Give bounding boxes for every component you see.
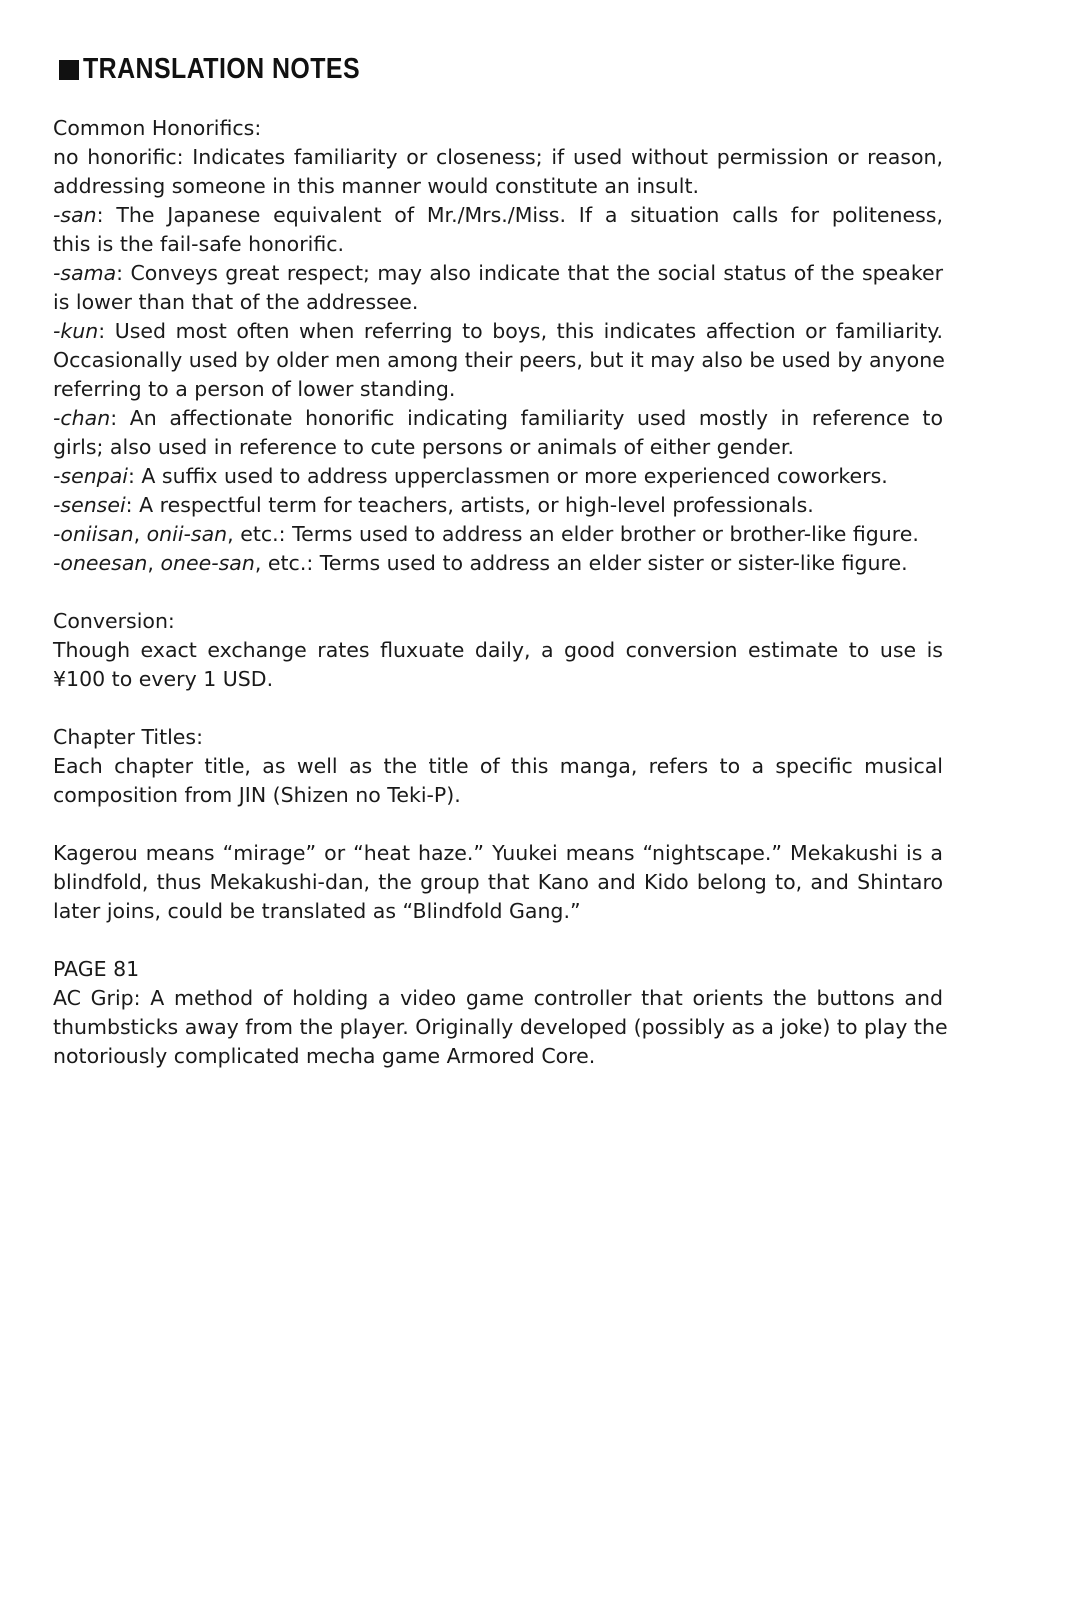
honorific-entry-san [53,201,943,259]
heading-title: TRANSLATION NOTES [83,52,361,85]
honorific-term: -san [53,203,97,227]
honorific-entry-senpai [53,462,943,491]
chapter-titles-label: Chapter Titles: [53,725,203,749]
conversion-line: Though exact exchange rates fluxuate daily, a good conversion estimate to use is [53,638,943,662]
honorific-term: onii-san [146,522,228,546]
entry-line: is lower than that of the addressee. [53,290,419,314]
chapter-titles-line: composition from JIN (Shizen no Teki-P). [53,783,461,807]
conversion-label: Conversion: [53,609,175,633]
honorific-term: -sensei [53,493,126,517]
honorific-definition: , etc.: Terms used to address an elder sister or sister-like figure. [254,551,908,575]
honorific-definition: : The Japanese equivalent of Mr./Mrs./Miss. If a situation calls for politeness, [96,203,943,227]
notes-body [53,114,948,1071]
honorific-term: -kun [53,319,99,343]
chapter-titles-line: Each chapter title, as well as the title of this manga, refers to a specific musical [53,754,943,778]
conversion-line: ¥100 to every 1 USD. [53,667,274,691]
honorific-definition: : Conveys great respect; may also indicate that the social status of the speaker [116,261,943,285]
entry-line: addressing someone in this manner would constitute an insult. [53,174,700,198]
entry-line [53,404,943,433]
honorific-term: -oniisan [53,522,134,546]
kagerou-line: later joins, could be translated as “Blindfold Gang.” [53,899,581,923]
honorific-definition: , etc.: Terms used to address an elder brother or brother-like figure. [227,522,919,546]
entry-line [53,520,943,549]
entry-line: this is the fail-safe honorific. [53,232,345,256]
honorific-term: -oneesan [53,551,148,575]
entry-line [53,462,943,491]
paragraph-gap [53,926,943,955]
entry-line [53,259,943,288]
term-separator: , [133,522,147,546]
honorific-entry-sama [53,259,943,317]
paragraph-gap [53,810,943,839]
honorific-entry-kun [53,317,943,404]
entry-line [53,549,943,578]
paragraph-gap [53,694,943,723]
honorific-definition: : Used most often when referring to boys, this indicates affection or familiarity. [98,319,943,343]
honorific-entry-sensei [53,491,943,520]
honorific-term: -senpai [53,464,128,488]
paragraph-gap [53,578,943,607]
honorific-definition: : A suffix used to address upperclassmen or more experienced coworkers. [127,464,888,488]
honorific-entry-oneesan [53,549,943,578]
square-bullet-icon [59,60,79,80]
page-81-line: notoriously complicated mecha game Armored Core. [53,1044,596,1068]
honorific-term: -chan [53,406,111,430]
honorific-definition: : An affectionate honorific indicating familiarity used mostly in reference to [110,406,943,430]
entry-line: no honorific: Indicates familiarity or closeness; if used without permission or reason, [53,145,943,169]
honorific-entry-oniisan [53,520,943,549]
entry-line [53,201,943,230]
term-separator: , [147,551,161,575]
page-81-label: PAGE 81 [53,957,140,981]
honorific-term: onee-san [160,551,255,575]
honorific-entry-none [53,143,943,201]
kagerou-line: blindfold, thus Mekakushi-dan, the group that Kano and Kido belong to, and Shintaro [53,870,943,894]
entry-line: girls; also used in reference to cute persons or animals of either gender. [53,435,794,459]
page-81-line: AC Grip: A method of holding a video game controller that orients the buttons and [53,986,943,1010]
honorific-entry-chan [53,404,943,462]
entry-line [53,491,943,520]
page-81-line: thumbsticks away from the player. Originally developed (possibly as a joke) to play the [53,1015,948,1039]
entry-line: Occasionally used by older men among their peers, but it may also be used by anyone [53,348,945,372]
honorific-term: -sama [53,261,117,285]
honorific-definition: : A respectful term for teachers, artists, or high-level professionals. [125,493,814,517]
entry-line: referring to a person of lower standing. [53,377,456,401]
entry-line [53,317,943,346]
honorifics-label: Common Honorifics: [53,116,262,140]
kagerou-line: Kagerou means “mirage” or “heat haze.” Yuukei means “nightscape.” Mekakushi is a [53,841,943,865]
section-heading [59,54,405,84]
